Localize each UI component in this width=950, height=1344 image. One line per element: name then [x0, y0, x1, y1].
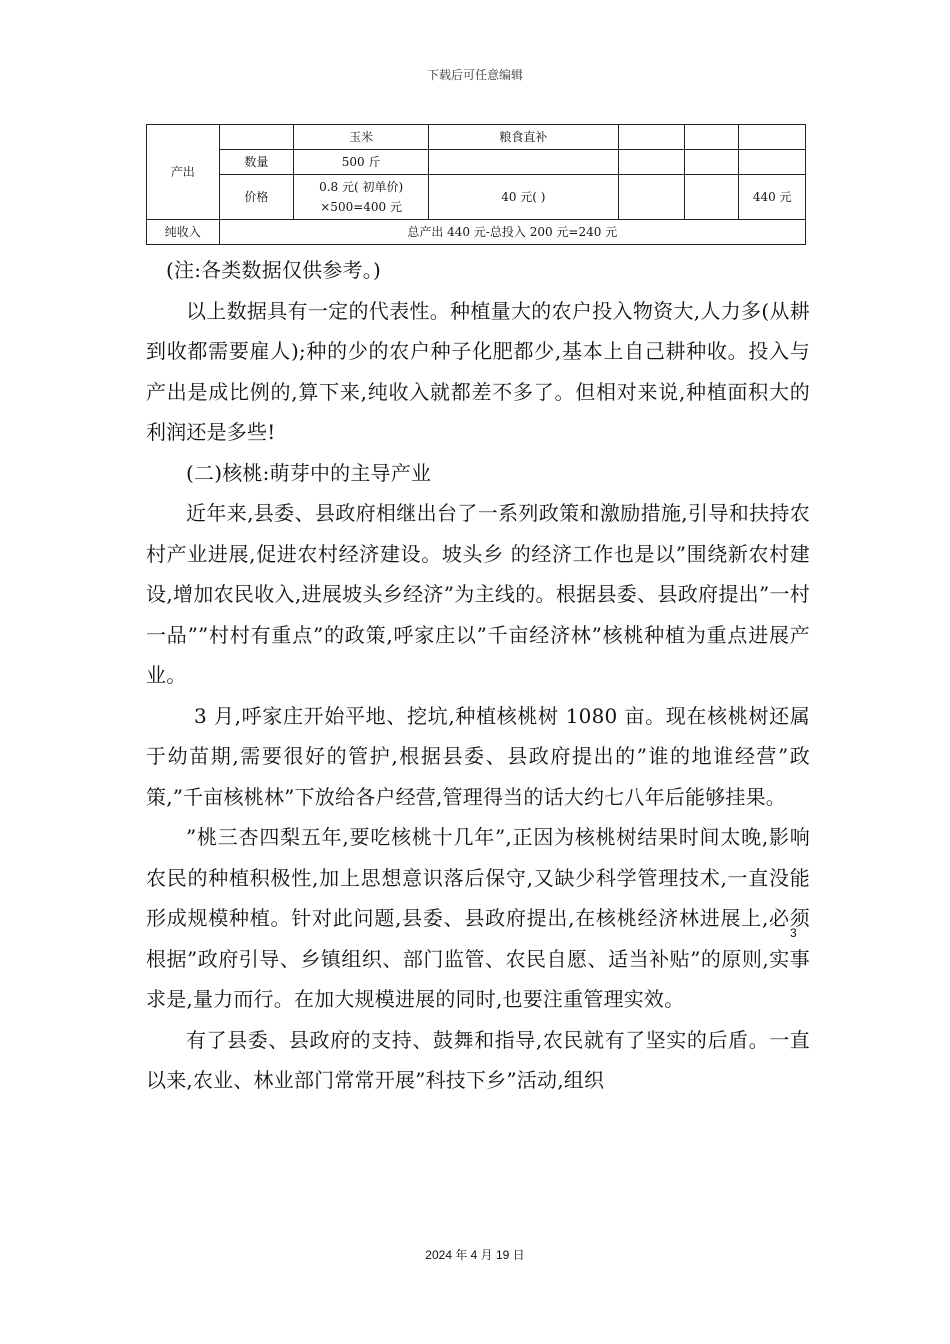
net-income-value-cell: 总产出 440 元-总投入 200 元=240 元: [219, 220, 805, 245]
table-cell: [618, 175, 685, 220]
table-row: [147, 125, 806, 150]
page-header: 下载后可任意编辑: [426, 68, 523, 82]
note-paragraph: (注:各类数据仅供参考。): [166, 258, 381, 282]
paragraph: 3 月,呼家庄开始平地、挖坑,种植核桃树 1080 亩。现在核桃树还属于幼苗期,需要很好的管护,根据县委、县政府提出的”谁的地谁经营”政策,”千亩核桃林”下放给各户经营,管理得当的话大约七八年后能够挂果。: [146, 703, 810, 809]
price-line-1: 0.8 元( 初单价): [319, 180, 404, 194]
table-row: [147, 175, 806, 220]
table-cell: 玉米: [294, 125, 429, 150]
table-cell: 粮食直补: [429, 125, 618, 150]
paragraph: 以上数据具有一定的代表性。种植量大的农户投入物资大,人力多(从耕到收都需要雇人);种的少的农户种子化肥都少,基本上自己耕种收。投入与产出是成比例的,算下来,纯收入就都差不多了。但相对来说,种植面积大的利润还是多些!: [146, 298, 810, 444]
table-cell: 数量: [219, 150, 294, 175]
paragraph: 近年来,县委、县政府相继出台了一系列政策和激励措施,引导和扶持农村产业进展,促进农村经济建设。坡头乡 的经济工作也是以”围绕新农村建设,增加农民收入,进展坡头乡经济”为主线的。根据县委、县政府提出”一村一品””村村有重点”的政策,呼家庄以”千亩经济林”核桃种植为重点进展产业。: [146, 501, 810, 687]
table-cell: [739, 150, 806, 175]
table-cell: 500 斤: [294, 150, 429, 175]
page-number: 3: [790, 926, 797, 940]
table-cell: 40 元( ): [429, 175, 618, 220]
table-cell: [429, 150, 618, 175]
table-row: [147, 150, 806, 175]
table-cell: [685, 150, 739, 175]
table-cell: [739, 125, 806, 150]
footer-date: 2024 年 4 月 19 日: [425, 1248, 525, 1262]
income-table: [146, 124, 806, 245]
table-cell: 440 元: [739, 175, 806, 220]
table-cell: [685, 175, 739, 220]
table-cell: [685, 125, 739, 150]
table-cell: 价格: [219, 175, 294, 220]
body-text: [146, 250, 810, 1101]
output-label-cell: 产出: [147, 125, 220, 220]
paragraph: ”桃三杏四梨五年,要吃核桃十几年”,正因为核桃树结果时间太晚,影响农民的种植积极性,加上思想意识落后保守,又缺少科学管理技术,一直没能形成规模种植。针对此问题,县委、县政府提出,在核桃经济林进展上,必须根据”政府引导、乡镇组织、部门监管、农民自愿、适当补贴”的原则,实事求是,量力而行。在加大规模进展的同时,也要注重管理实效。: [146, 825, 810, 1011]
table-cell: [294, 175, 429, 220]
table-cell: [618, 150, 685, 175]
paragraph: 有了县委、县政府的支持、鼓舞和指导,农民就有了坚实的后盾。一直以来,农业、林业部门常常开展”科技下乡”活动,组织: [146, 1027, 810, 1092]
table-cell: [618, 125, 685, 150]
section-heading: (二)核桃:萌芽中的主导产业: [186, 460, 432, 485]
table-cell: [219, 125, 294, 150]
table-row: [147, 220, 806, 245]
price-line-2: ×500=400 元: [320, 200, 402, 214]
net-income-label-cell: 纯收入: [147, 220, 220, 245]
